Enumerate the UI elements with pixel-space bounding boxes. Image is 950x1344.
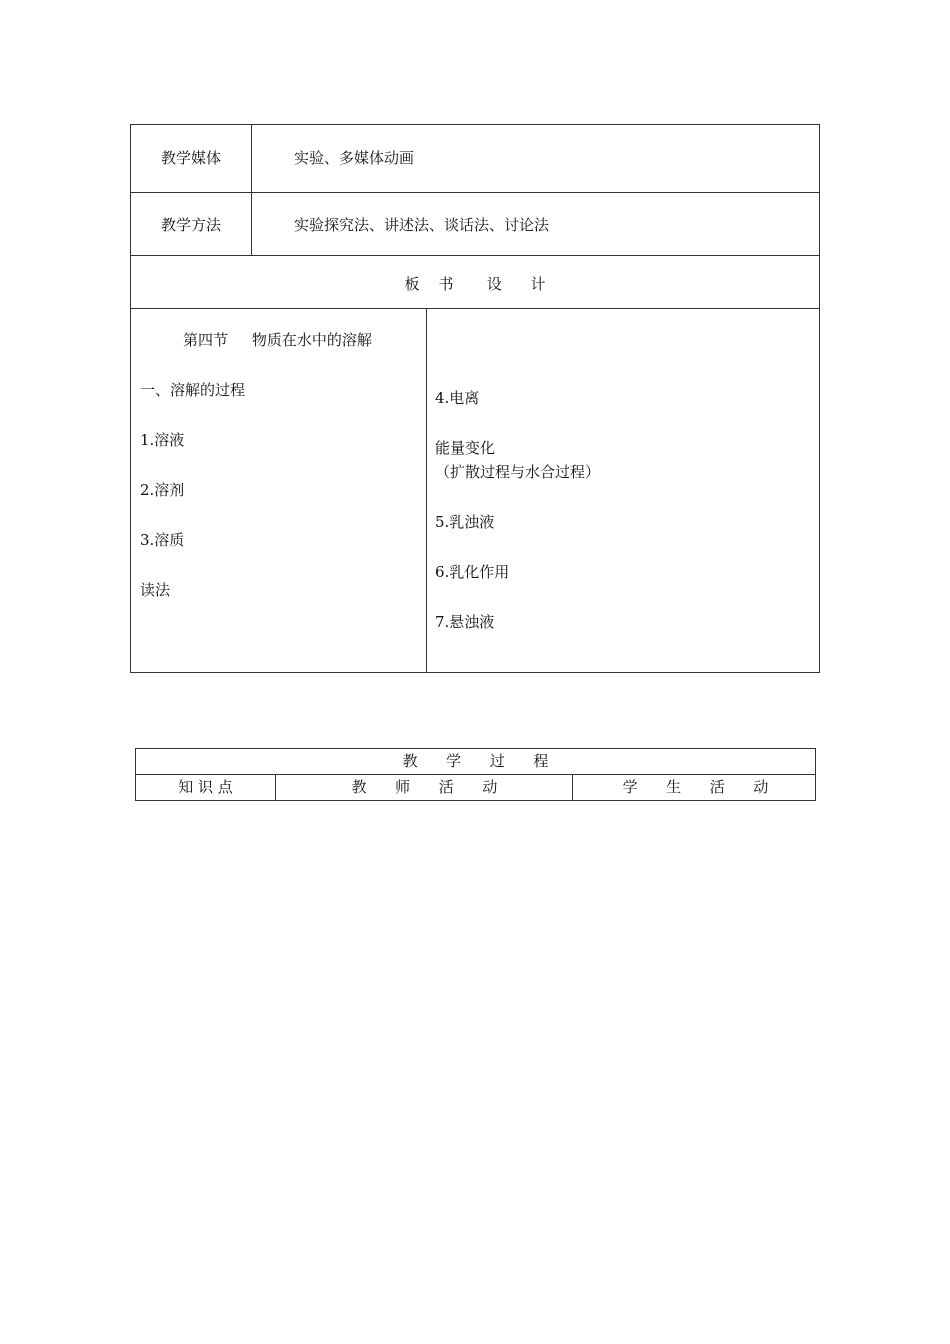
right-item-6: 7.悬浊液 (435, 613, 495, 631)
media-value: 实验、多媒体动画 (294, 149, 415, 167)
left-item-2: 2.溶剂 (140, 481, 185, 499)
board-design-header-row (131, 256, 819, 309)
teaching-info-table (130, 124, 820, 673)
right-item-5: 6.乳化作用 (435, 563, 510, 581)
left-subheading: 一、溶解的过程 (140, 381, 246, 399)
left-item-1: 1.溶液 (140, 431, 185, 449)
process-header-row (136, 749, 815, 775)
student-activity-header: 学 生 活 动 (572, 775, 818, 801)
right-item-4: 5.乳浊液 (435, 513, 495, 531)
board-column-divider (426, 309, 427, 672)
media-label: 教学媒体 (160, 149, 221, 167)
media-row (131, 125, 819, 193)
knowledge-point-header: 知 识 点 (178, 778, 233, 796)
teaching-process-table (135, 748, 816, 801)
method-value: 实验探究法、讲述法、谈话法、讨论法 (294, 216, 550, 234)
right-item-2: 能量变化 (435, 439, 496, 457)
method-row (131, 193, 819, 256)
section-title: 第四节 物质在水中的溶解 (183, 331, 372, 349)
board-design-title: 板 书 设 计 (404, 275, 546, 293)
left-item-3: 3.溶质 (140, 531, 185, 549)
method-label: 教学方法 (160, 216, 221, 234)
column-divider (251, 193, 252, 255)
teacher-activity-header: 教 师 活 动 (275, 775, 573, 801)
right-item-1: 4.电离 (435, 389, 480, 407)
right-item-3: （扩散过程与水合过程） (435, 463, 601, 481)
left-item-4: 读法 (140, 581, 171, 599)
board-design-body (131, 309, 819, 672)
process-columns-row (136, 775, 815, 801)
process-header: 教 学 过 程 (402, 752, 549, 770)
column-divider (251, 125, 252, 192)
